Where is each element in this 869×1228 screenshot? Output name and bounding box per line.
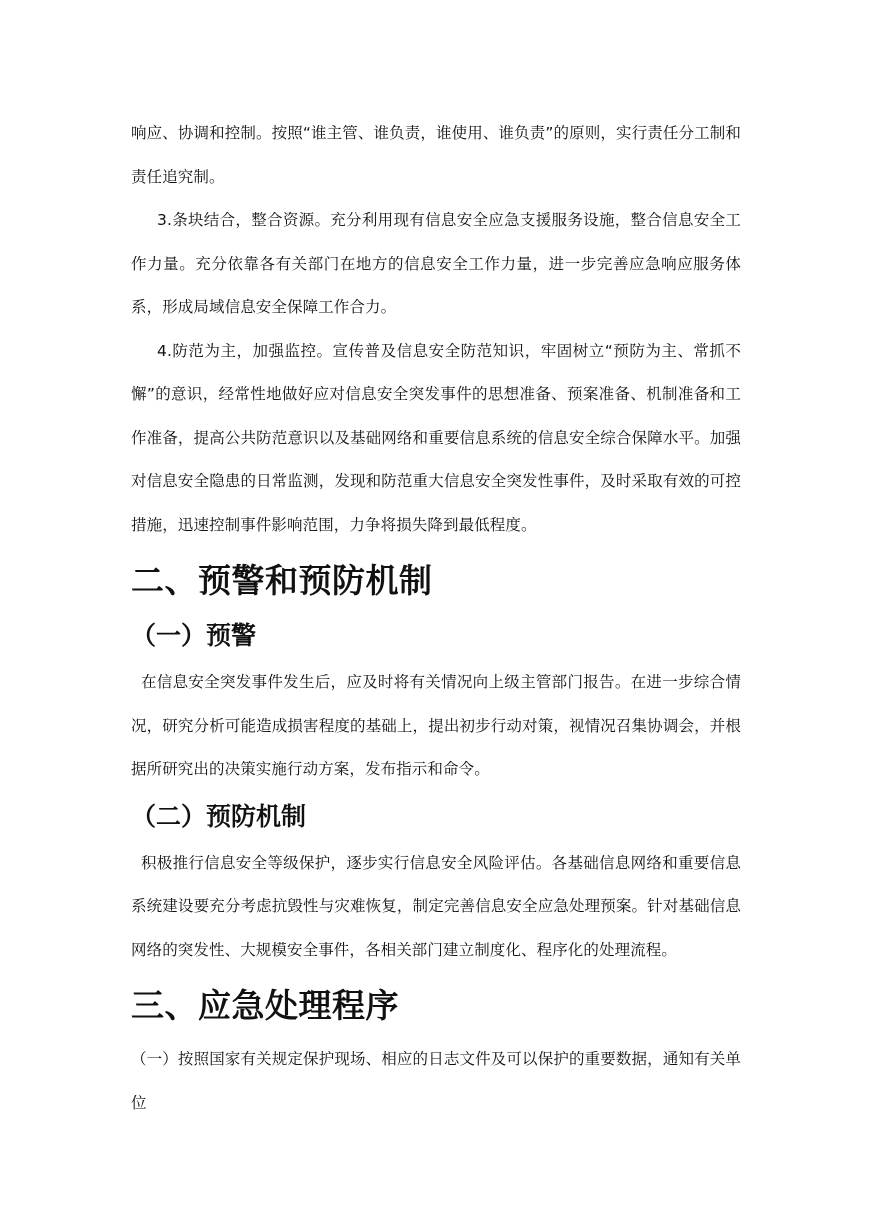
section-heading-emergency-procedure: 三、应急处理程序 <box>131 986 399 1025</box>
subheading-prevention-mechanism: （二）预防机制 <box>131 801 307 831</box>
paragraph-warning: 在信息安全突发事件发生后，应及时将有关情况向上级主管部门报告。在进一步综合情况，研究分析可能造成损害程度的基础上，提出初步行动对策，视情况召集协调会，并根据所研究出的决策实施行动方案，发布指示和命令。 <box>131 673 741 778</box>
subheading-warning: （一）预警 <box>131 621 257 650</box>
paragraph-procedure-1: （一）按照国家有关规定保护现场、相应的日志文件及可以保护的重要数据，通知有关单位 <box>131 1050 741 1112</box>
paragraph-prevention: 积极推行信息安全等级保护，逐步实行信息安全风险评估。各基础信息网络和重要信息系统建设要充分考虑抗毁性与灾难恢复，制定完善信息安全应急处理预案。针对基础信息网络的突发性、大规模安全事件，各相关部门建立制度化、程序化的处理流程。 <box>131 853 741 959</box>
paragraph-continuation: 响应、协调和控制。按照“谁主管、谁负责，谁使用、谁负责”的原则，实行责任分工制和责任追究制。 <box>131 124 741 186</box>
document-body <box>131 112 741 1125</box>
paragraph-principle-4: 4.防范为主，加强监控。宣传普及信息安全防范知识，牢固树立“预防为主、常抓不懈”的意识，经常性地做好应对信息安全突发事件的思想准备、预案准备、机制准备和工作准备，提高公共防范意识以及基础网络和重要信息系统的信息安全综合保障水平。加强对信息安全隐患的日常监测，发现和防范重大信息安全突发性事件，及时采取有效的可控措施，迅速控制事件影响范围，力争将损失降到最低程度。 <box>131 341 741 534</box>
paragraph-principle-3: 3.条块结合，整合资源。充分利用现有信息安全应急支援服务设施，整合信息安全工作力量。充分依靠各有关部门在地方的信息安全工作力量，进一步完善应急响应服务体系，形成局域信息安全保障工作合力。 <box>131 211 741 316</box>
section-heading-warning-prevention: 二、预警和预防机制 <box>131 561 433 600</box>
